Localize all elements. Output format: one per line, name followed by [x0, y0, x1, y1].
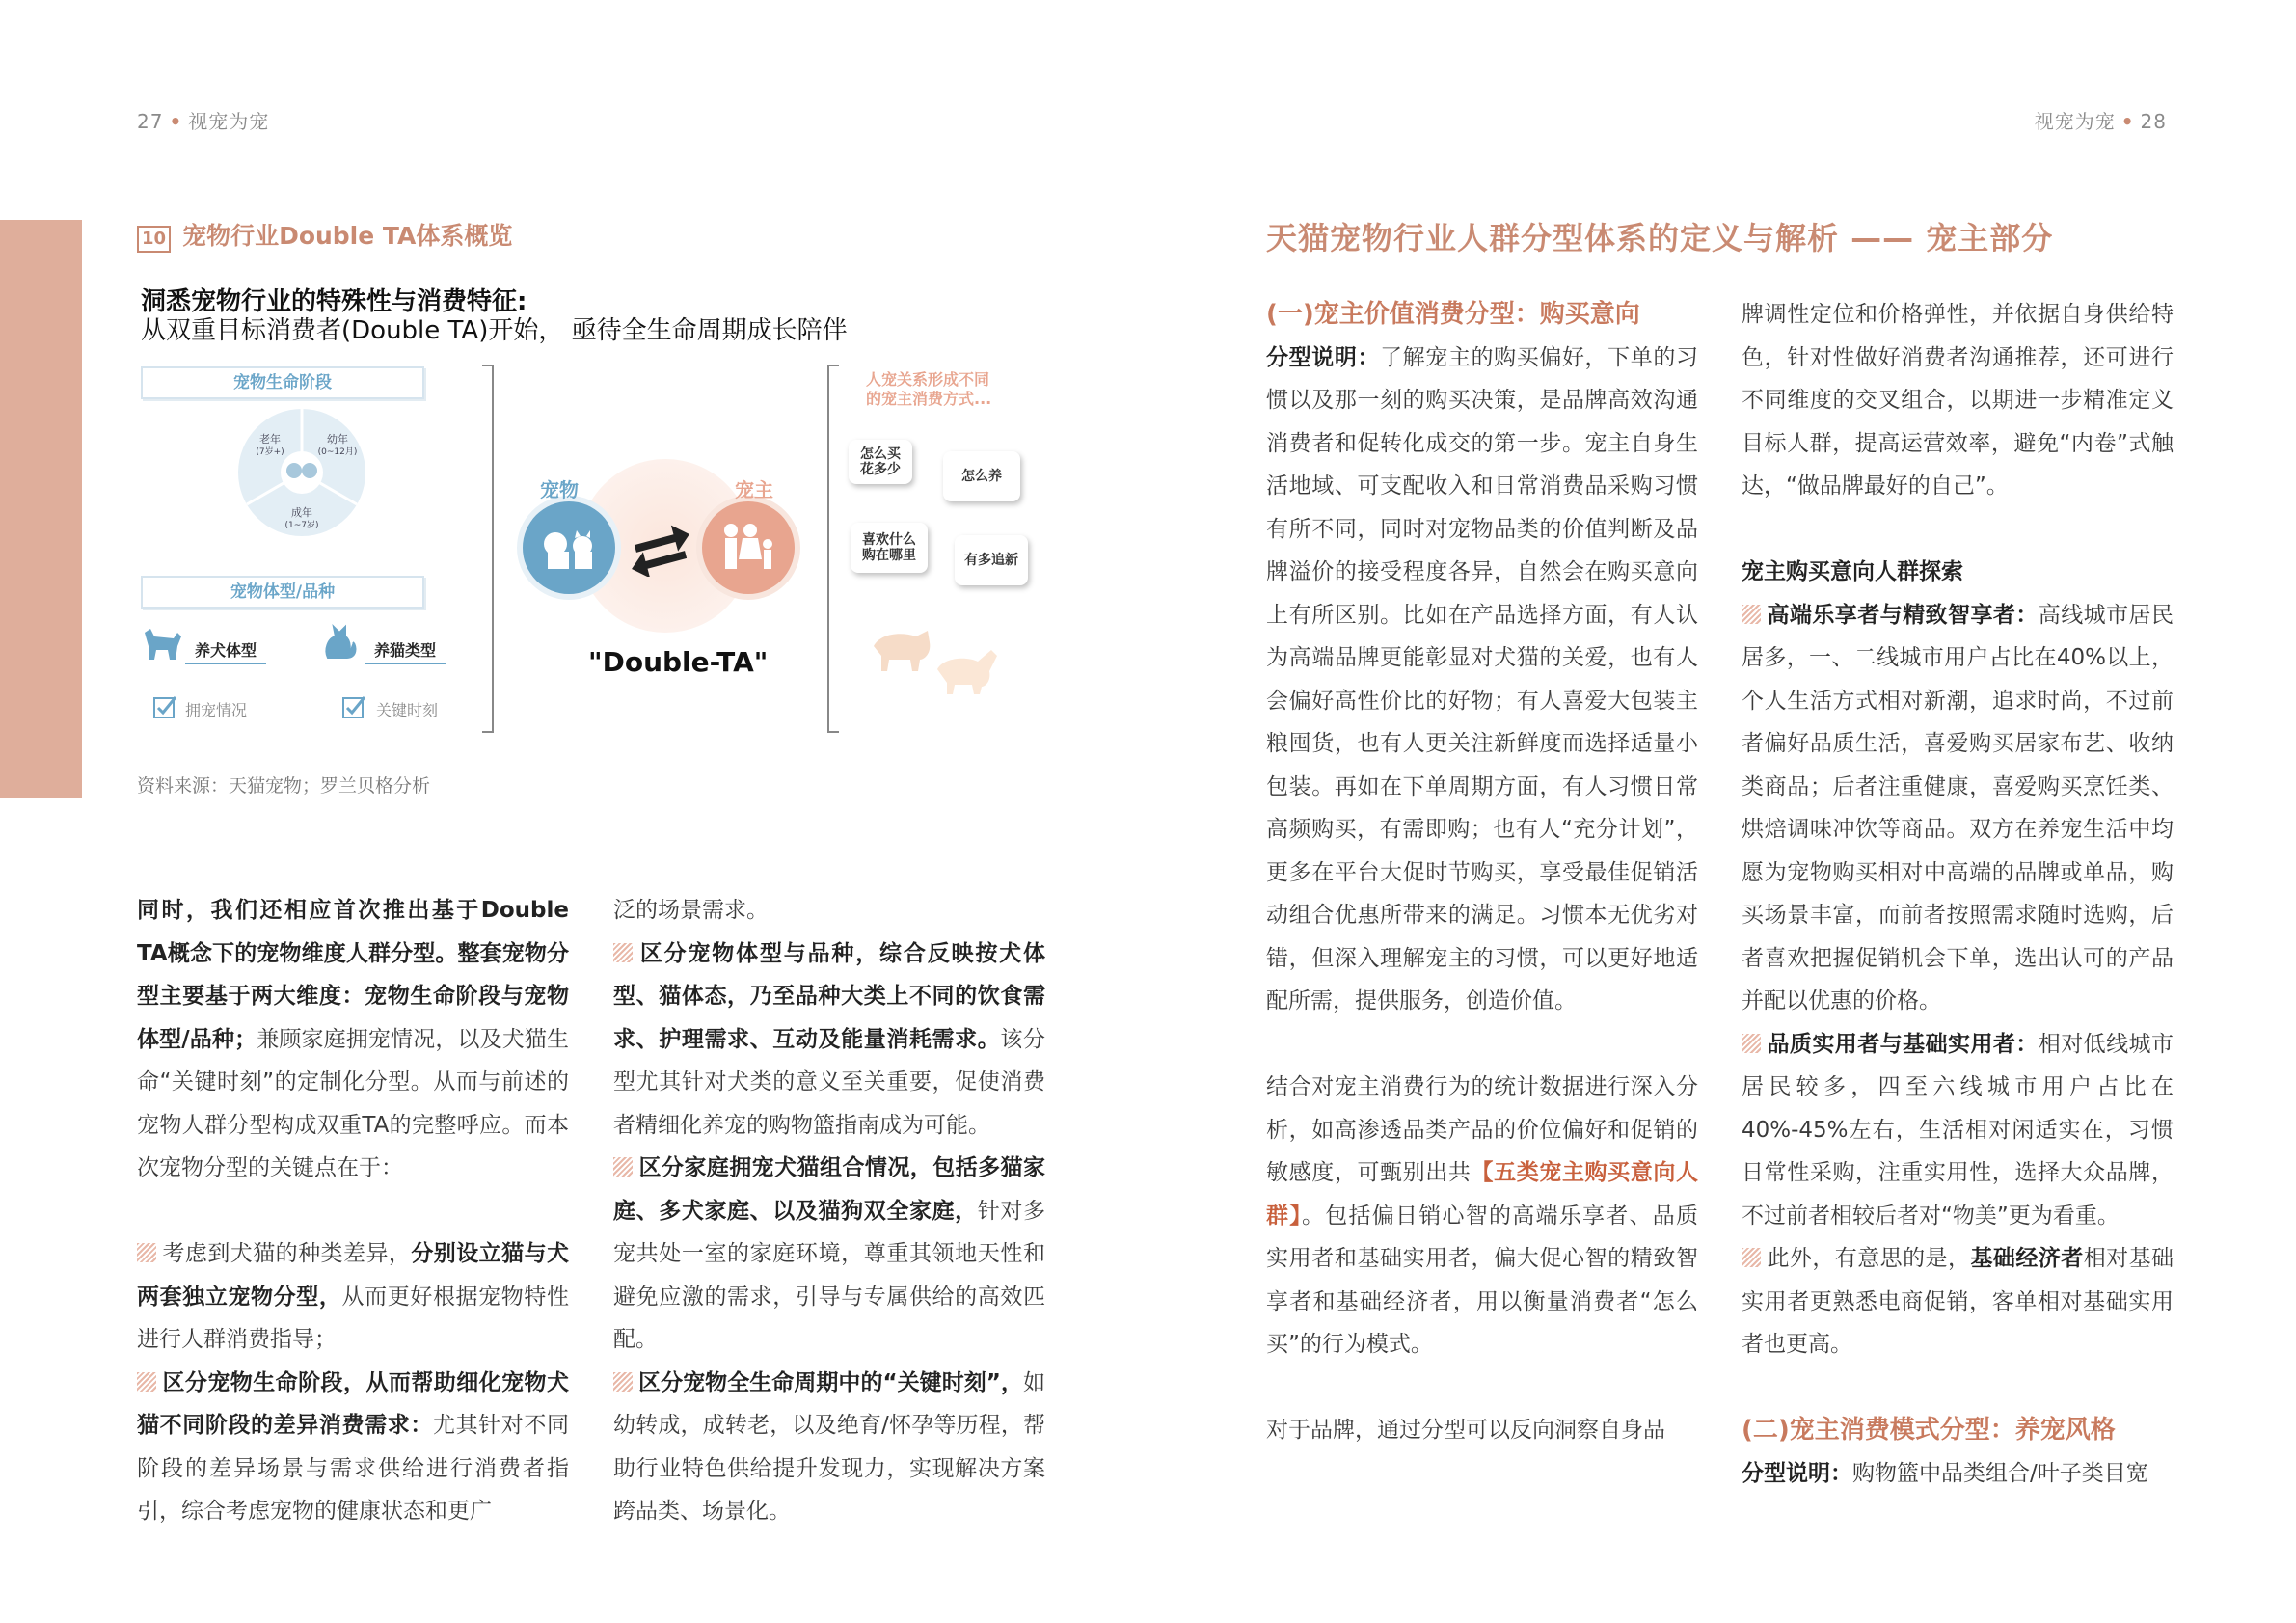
bold-text: 区分宠物生命阶段，从而帮助细化宠物犬猫不同阶段的差异消费需求： — [137, 1369, 569, 1438]
paragraph — [1742, 1237, 2174, 1366]
cat-type-label: 养猫类型 — [365, 636, 446, 664]
checklist-icon — [152, 694, 177, 719]
relation-note — [866, 370, 991, 409]
left-column-2 — [613, 889, 1045, 1533]
section-title-text: 宠物行业Double TA体系概览 — [182, 222, 513, 250]
paragraph — [1266, 1066, 1698, 1366]
dog-icon — [141, 625, 183, 662]
paragraph — [1266, 337, 1698, 1023]
left-page-number: 27 — [137, 110, 164, 133]
right-page-title-heading: 天猫宠物行业人群分型体系的定义与解析 —— 宠主部分 — [1266, 220, 2054, 257]
owner-label: 宠主 — [735, 478, 773, 501]
body-text: 相对基础实用者更熟悉电商促销，客单相对基础实用者也更高。 — [1742, 1246, 2174, 1357]
paragraph — [1742, 1452, 2174, 1496]
bold-text: 区分宠物全生命周期中的“关键时刻”， — [638, 1369, 1023, 1395]
right-page-title: 视宠为宠 — [2034, 110, 2116, 133]
bubble-preference-line2: 购在哪里 — [862, 548, 916, 563]
bold-text: 宠主购买意向人群探索 — [1742, 559, 1963, 584]
subsection-heading: (一)宠主价值消费分型：购买意向 — [1266, 300, 1640, 329]
header-separator: • — [169, 110, 183, 133]
section-number: 10 — [137, 226, 171, 253]
paragraph — [613, 1147, 1045, 1362]
double-ta-label: "Double-TA" — [588, 646, 769, 678]
body-text: 了解宠主的购买偏好，下单的习惯以及那一刻的购买决策，是品牌高效沟通消费者和促转化成交的第一步。宠主自身生活地域、可支配收入和日常消费品采购习惯有所不同，同时对宠物品类的价值判断及品牌溢价的接受程度各异，自然会在购买意向上有所区别。比如在产品选择方面，有人认为高端品牌更能彰显对犬猫的关爱，也有人会偏好高性价比的好物；有人喜爱大包装主粮囤货，也有人更关注新鲜度而选择适量小包装。再如在下单周期方面，有人习惯日常高频购买，有需即购；也有人“充分计划”，更多在平台大促时节购买，享受最佳促销活动组合优惠所带来的满足。习惯本无优劣对错，但深入理解宠主的习惯，可以更好地适配所需，提供服务，创造价值。 — [1266, 344, 1699, 1014]
paragraph — [1742, 1023, 2174, 1238]
left-bracket — [482, 365, 494, 733]
stage-juvenile-age: (0~12月) — [317, 447, 358, 457]
figure-heading: 洞悉宠物行业的特殊性与消费特征: — [141, 287, 527, 316]
bold-text: 分别设立猫与犬两套独立宠物分型， — [137, 1241, 570, 1310]
bold-text: 区分家庭拥宠犬猫组合情况，包括多猫家庭、多犬家庭、以及猫狗双全家庭， — [613, 1155, 1045, 1224]
stage-adult — [278, 507, 326, 531]
paragraph: 牌调性定位和价格弹性，并依据自身供给特色，针对性做好消费者沟通推荐，还可进行不同维度的交叉组合，以期进一步精准定义目标人群，提高运营效率，避免“内卷”式触达，“做品牌最好的自己”。 — [1742, 302, 2174, 499]
stage-adult-label: 成年 — [291, 506, 312, 519]
paragraph — [613, 1362, 1045, 1533]
figure-section-title — [137, 217, 512, 253]
right-bracket — [827, 365, 839, 733]
stage-juvenile — [313, 434, 362, 458]
paragraph: 对于品牌，通过分型可以反向洞察自身品 — [1266, 1418, 1665, 1443]
pet-circle — [523, 501, 615, 594]
bold-text: 品质实用者与基础实用者： — [1767, 1031, 2039, 1057]
double-ta-diagram — [135, 357, 1041, 743]
figure-source: 资料来源：天猫宠物；罗兰贝格分析 — [137, 775, 431, 797]
bold-text: 区分宠物体型与品种，综合反映按犬体型、猫体态，乃至品种大类上不同的饮食需求、护理需求、互动及能量消耗需求。 — [613, 940, 1045, 1052]
header-separator: • — [2120, 110, 2135, 133]
left-page-header — [137, 106, 269, 134]
bold-text: 高端乐享者与精致智享者： — [1767, 602, 2039, 628]
bubble-preference — [851, 523, 928, 573]
bold-text: 同时，我们还相应首次推出基于Double TA概念下的宠物维度人群分型。整套宠物分型主要基于两大维度：宠物生命阶段与宠物体型/品种； — [137, 898, 569, 1052]
bubble-preference-line1: 喜欢什么 — [862, 532, 916, 548]
pets-silhouette-icon — [870, 617, 1005, 694]
stage-senior — [246, 434, 294, 458]
body-text: 从而更好根据宠物特性进行人群消费指导； — [137, 1284, 570, 1352]
body-text: 兼顾家庭拥宠情况，以及犬猫生命“关键时刻”的定制化分型。从而与前述的宠物人群分型构成双重TA的完整呼应。而本次宠物分型的关键点在于： — [137, 1026, 570, 1180]
left-page-title: 视宠为宠 — [188, 110, 270, 133]
right-page-header — [2035, 106, 2167, 134]
body-text: 针对多宠共处一室的家庭环境，尊重其领地天性和避免应激的需求，引导与专属供给的高效匹配。 — [613, 1198, 1046, 1352]
stage-senior-age: (7岁+) — [256, 447, 284, 457]
body-text: 。包括偏日销心智的高端乐享者、品质实用者和基础实用者，偏大促心智的精致智享者和基础经济者，用以衡量消费者“怎么买”的行为模式。 — [1266, 1203, 1698, 1357]
paragraph — [137, 1362, 569, 1533]
key-moments-label: 关键时刻 — [376, 701, 439, 719]
highlight-text: 【五类宠主购买意向人群】 — [1266, 1160, 1699, 1229]
paragraph: 泛的场景需求。 — [613, 898, 769, 923]
hatch-bullet-icon — [613, 1157, 633, 1177]
bold-text: 分型说明： — [1742, 1460, 1852, 1486]
stage-adult-age: (1~7岁) — [284, 521, 319, 530]
stage-senior-label: 老年 — [259, 433, 281, 446]
body-text: 考虑到犬猫的种类差异， — [162, 1241, 412, 1266]
paragraph — [1742, 594, 2174, 1023]
relation-note-line2: 的宠主消费方式... — [866, 390, 992, 408]
body-text: 如幼转成，成转老，以及绝育/怀孕等历程，帮助行业特色供给提升发现力，实现解决方案跨品类、场景化。 — [613, 1369, 1045, 1524]
bubble-novelty: 有多追新 — [955, 535, 1028, 585]
body-text: 购物篮中品类组合/叶子类目宽 — [1852, 1460, 2148, 1486]
pets-icon — [523, 501, 615, 594]
hatch-bullet-icon — [613, 943, 633, 962]
paragraph — [137, 1232, 569, 1362]
bold-text: 分型说明： — [1266, 344, 1381, 370]
body-text: 高线城市居民居多，一、二线城市用户占比在40%以上，个人生活方式相对新潮，追求时尚，不过前者偏好品质生活，喜爱购买居家布艺、收纳类商品；后者注重健康，喜爱购买烹饪类、烘焙调味冲饮等商品。双方在养宠生活中均愿为宠物购买相对中高端的品牌或单品，购买场景丰富，而前者按照需求随时选购，后者喜欢把握促销机会下单，选出认可的产品并配以优惠的价格。 — [1742, 602, 2174, 1014]
right-page-number: 28 — [2140, 110, 2167, 133]
owner-circle — [702, 501, 795, 594]
bubble-how-buy — [849, 440, 912, 484]
body-text: 结合对宠主消费行为的统计数据进行深入分析，如高渗透品类产品的价位偏好和促销的敏感度，可甄别出共 — [1266, 1074, 1698, 1185]
bubble-how-raise: 怎么养 — [943, 451, 1020, 501]
left-column-1 — [137, 889, 569, 1533]
cat-icon — [320, 623, 359, 662]
checklist-icon — [341, 694, 366, 719]
life-stage-title: 宠物生命阶段 — [141, 366, 424, 399]
relation-note-line1: 人宠关系形成不同 — [866, 370, 990, 389]
paragraph — [613, 933, 1045, 1148]
hatch-bullet-icon — [1742, 1248, 1761, 1267]
exchange-arrows-icon — [627, 519, 694, 577]
paragraph — [137, 889, 569, 1190]
figure-subheading: 从双重目标消费者(Double TA)开始， 亟待全生命周期成长陪伴 — [141, 316, 848, 345]
body-text: 尤其针对不同阶段的差异场景与需求供给进行消费者指引，综合考虑宠物的健康状态和更广 — [137, 1413, 570, 1524]
hatch-bullet-icon — [137, 1372, 156, 1392]
side-accent-bar — [0, 220, 82, 798]
subheading — [1742, 551, 2174, 594]
body-text: 相对低线城市居民较多，四至六线城市用户占比在40%-45%左右，生活相对闲适实在，习惯日常性采购，注重实用性，选择大众品牌，不过前者相较后者对“物美”更为看重。 — [1742, 1031, 2174, 1229]
bold-text: 基础经济者 — [1970, 1246, 2084, 1271]
right-column-1 — [1266, 293, 1698, 1452]
bubble-how-buy-line2: 花多少 — [860, 462, 901, 477]
stage-juvenile-label: 幼年 — [327, 433, 348, 446]
dog-type-label: 养犬体型 — [185, 636, 266, 664]
right-column-2 — [1742, 293, 2174, 1495]
hatch-bullet-icon — [137, 1243, 156, 1262]
family-icon — [702, 501, 795, 594]
hatch-bullet-icon — [1742, 605, 1761, 624]
body-text: 该分型尤其针对犬类的意义至关重要，促使消费者精细化养宠的购物篮指南成为可能。 — [613, 1026, 1046, 1138]
ownership-label: 拥宠情况 — [185, 701, 248, 719]
pet-label: 宠物 — [540, 478, 579, 501]
hatch-bullet-icon — [613, 1372, 633, 1392]
breed-title: 宠物体型/品种 — [141, 576, 424, 609]
subsection-heading: (二)宠主消费模式分型：养宠风格 — [1742, 1416, 2116, 1445]
body-text: 此外，有意思的是， — [1767, 1246, 1971, 1271]
bubble-how-buy-line1: 怎么买 — [860, 446, 901, 462]
hatch-bullet-icon — [1742, 1034, 1761, 1053]
